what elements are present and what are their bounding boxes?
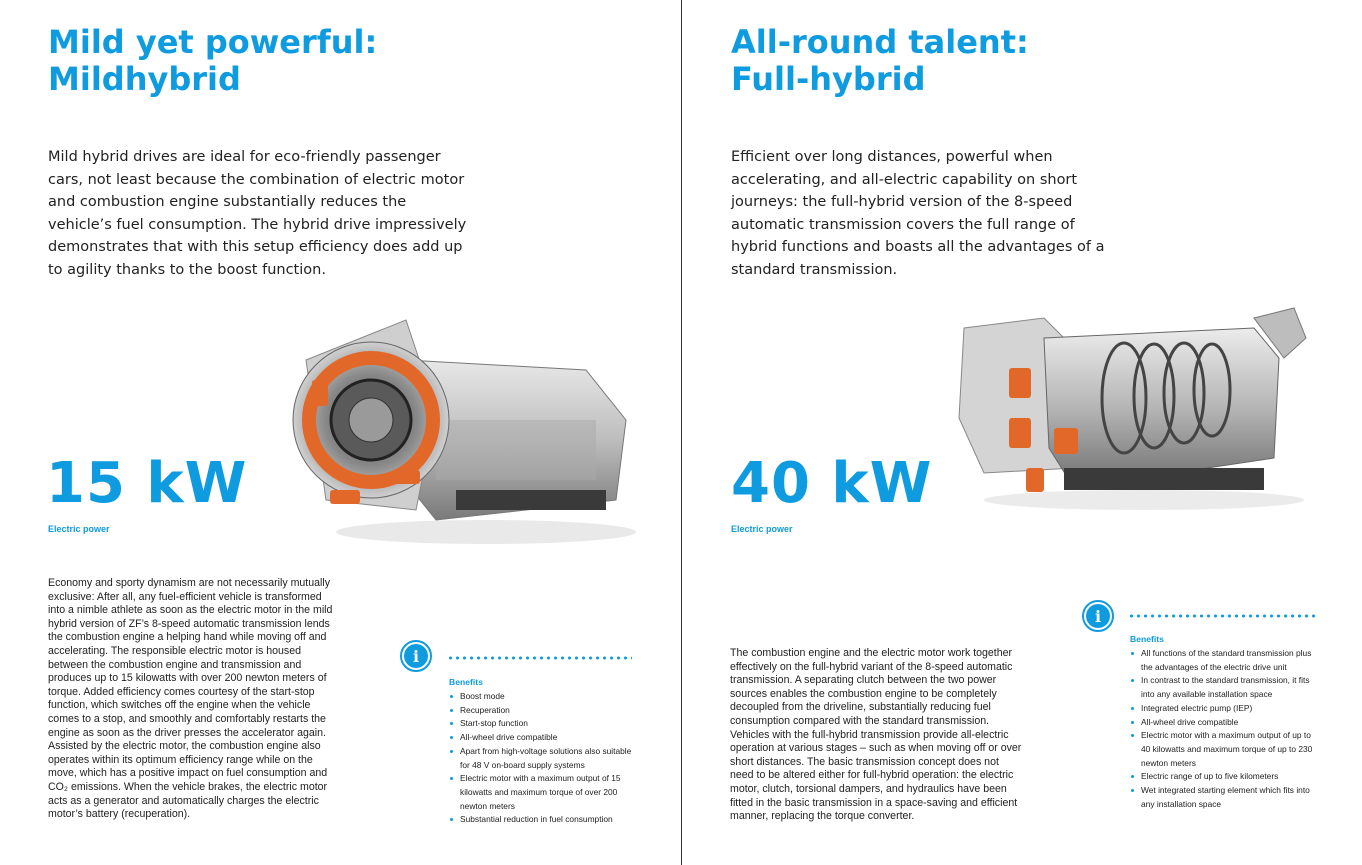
left-benefit-item: Substantial reduction in fuel consumption [449,813,639,827]
right-benefit-item: Electric motor with a maximum output of up to 40 kilowatts and maximum torque of up to 230 newton meters [1130,729,1320,770]
left-benefits-heading: Benefits [449,677,483,687]
right-title-line2: Full-hybrid [731,60,926,98]
right-benefits-list [1130,647,1320,811]
left-benefits-list [449,690,639,827]
left-benefit-item: Apart from high-voltage solutions also suitable for 48 V on-board supply systems [449,745,639,772]
left-benefit-item: Start-stop function [449,717,639,731]
left-intro: Mild hybrid drives are ideal for eco-friendly passenger cars, not least because the combination of electric motor and combustion engine substantially reduces the vehicle’s fuel consumption. The hybrid drive impressively demonstrates that with this setup efficiency does add up to agility thanks to the boost function. [48,149,467,278]
right-dotted-rule [1128,614,1316,618]
right-title-line1: All-round talent: [731,23,1029,61]
left-benefit-item: Electric motor with a maximum output of 15 kilowatts and maximum torque of over 200 newton meters [449,772,639,813]
right-benefits-box [1130,634,1320,811]
fullhybrid-transmission-image [954,298,1314,513]
right-benefit-item: In contrast to the standard transmission, it fits into any available installation space [1130,674,1320,701]
right-benefit-item: All-wheel drive compatible [1130,716,1320,730]
left-info-icon [400,640,432,672]
left-power-label: Electric power [48,524,110,534]
right-benefit-item: Wet integrated starting element which fits into any installation space [1130,784,1320,811]
left-benefit-item: Boost mode [449,690,639,704]
right-power-label: Electric power [731,524,793,534]
left-body-text: Economy and sporty dynamism are not necessarily mutually exclusive: After all, any fuel-efficient vehicle is transformed into a nimble athlete as soon as the electric motor in the mild hybrid version of ZF’s 8-speed automatic transmission lends the combustion engine a helping hand while moving off and accelerating. The responsible electric motor is housed between the combustion engine and transmission and produces up to 15 kilowatts with over 200 newton meters of torque. Added efficiency comes courtesy of the start-stop function, which switches off the engine when the vehicle comes to a stop, and smoothly and comfortably restarts the engine as soon as the driver presses the accelerator again. Assisted by the electric motor, the combustion engine also operates within its optimum efficiency range while on the move, which has a positive impact on fuel consumption and CO₂ emissions. When the vehicle brakes, the electric motor acts as a generator and automatically charges the electric motor’s battery (recuperation). [48,577,333,821]
right-info-icon [1082,600,1114,632]
left-benefit-item: Recuperation [449,704,639,718]
right-benefit-item: All functions of the standard transmission plus the advantages of the electric drive unit [1130,647,1320,674]
right-power-value: 40 kW [731,451,933,516]
left-power-value: 15 kW [46,451,248,516]
left-benefit-item: All-wheel drive compatible [449,731,639,745]
right-intro: Efficient over long distances, powerful when accelerating, and all-electric capability on short journeys: the full-hybrid version of the 8-speed automatic transmission covers the full range of hybrid functions and boasts all the advantages of a standard transmission. [731,149,1105,278]
left-title [48,24,377,98]
right-title [731,24,1029,98]
left-dotted-rule [447,656,632,660]
right-benefit-item: Electric range of up to five kilometers [1130,770,1320,784]
info-i-glyph: i [404,644,428,668]
left-benefits-box [449,677,639,827]
right-benefit-item: Integrated electric pump (IEP) [1130,702,1320,716]
info-i-glyph: i [1086,604,1110,628]
left-title-line1: Mild yet powerful: [48,23,378,61]
right-benefits-heading: Benefits [1130,634,1164,644]
right-page [682,0,1362,865]
mildhybrid-transmission-image [286,300,646,550]
left-title-line2: Mildhybrid [48,60,241,98]
right-body-text: The combustion engine and the electric motor work together effectively on the full-hybrid variant of the 8-speed automatic transmission. A separating clutch between the two power sources enables the combustion engine to be completely decoupled from the driveline, substantially reducing fuel consumption compared with the standard transmission. Vehicles with the full-hybrid transmission provide all-electric operation at various stages – such as when moving off or over short distances. The basic transmission concept does not need to be altered either for full-hybrid operation: the electric motor, clutch, torsional dampers, and hydraulics have been fitted in the basic transmission in a space-saving and efficient manner, replacing the torque converter. [730,647,1022,823]
